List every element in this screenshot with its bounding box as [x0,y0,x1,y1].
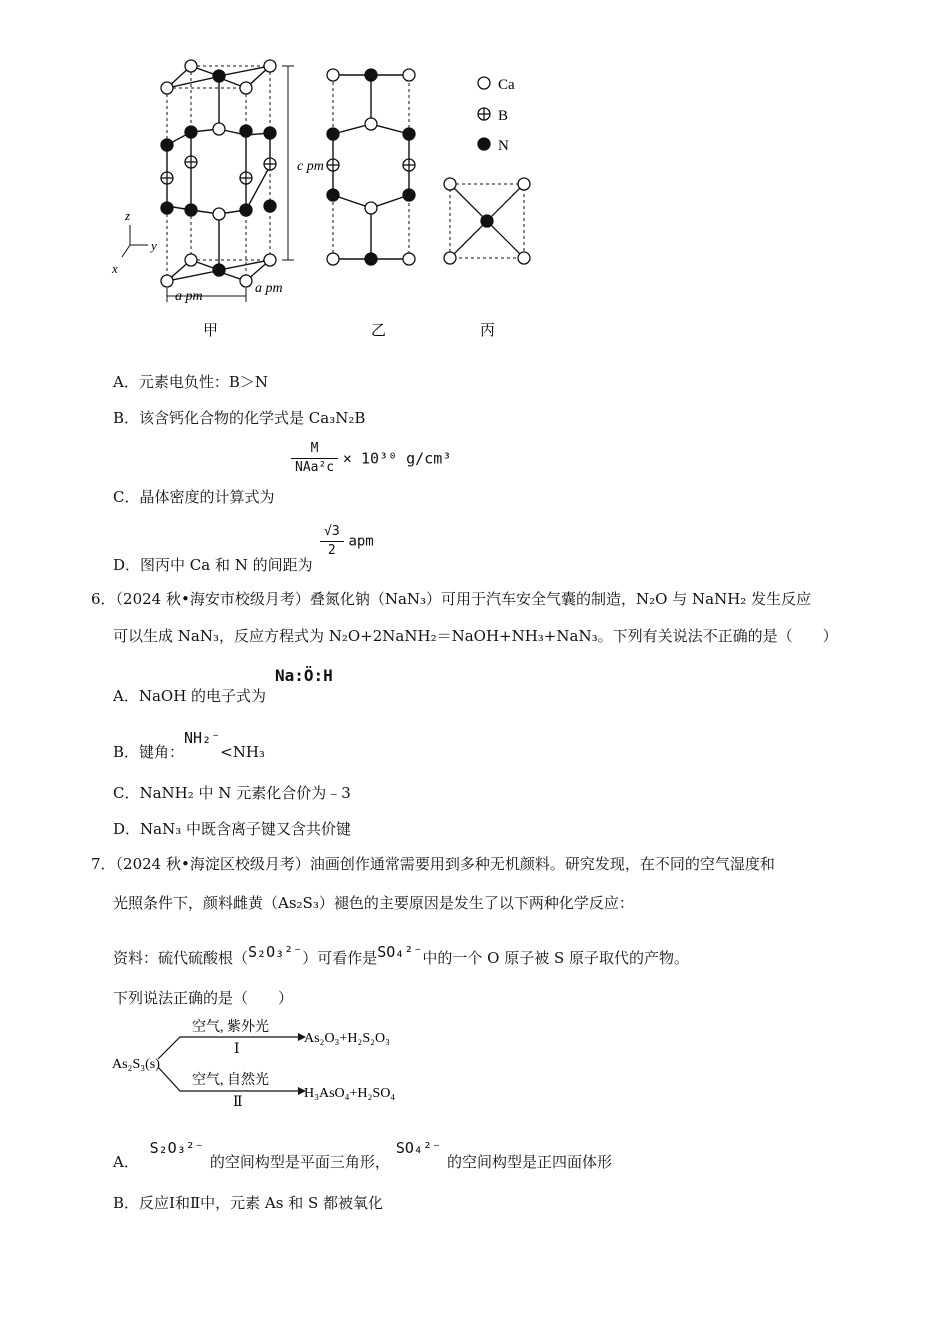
axis-x-label: x [112,261,118,276]
legend-ca: Ca [498,77,515,93]
q6-stem-line2: 可以生成 NaN₃，反应方程式为 N₂O+2NaNH₂＝NaOH+NH₃+NaN₃。下列有关说法不正确的是（ ） [113,627,838,645]
q5-d-tail: apm [348,533,374,550]
q6-stem-line1: 6．（2024 秋•海安市校级月考）叠氮化钠（NaN₃）可用于汽车安全气囊的制造，N₂O 与 NaNH₂ 发生反应 [91,590,812,608]
scheme-cond1: 空气, 紫外光 [192,1020,269,1035]
q5-option-d-formula [320,523,374,560]
scheme-prod2: H₃AsO₄+H₂SO₄ [304,1086,396,1101]
q7-reaction-scheme [108,1015,448,1110]
scheme-cond2: 空气, 自然光 [192,1073,269,1088]
legend-n: N [498,138,509,154]
q7-a-ion-so4: SO₄²⁻ [395,1139,441,1157]
scheme-reactant: As₂S₃(s) [112,1057,160,1072]
q5-c-denominator: NAa²c [295,460,335,475]
q5-d-denominator: 2 [327,543,336,558]
q7-stem-line1: 7．（2024 秋•海淀区校级月考）油画创作通常需要用到多种无机颜料。研究发现，在不同的空气湿度和 [91,855,775,873]
axis-y-label: y [151,238,157,253]
q6-option-a[interactable]: A．NaOH 的电子式为 [113,687,267,705]
q6-option-b[interactable] [113,729,265,762]
scheme-num1: Ⅰ [234,1042,240,1057]
q7-a-mid: 的空间构型是平面三角形， [209,1153,390,1171]
q7-info-post: 中的一个 O 原子被 S 原子取代的产物。 [422,949,690,967]
q6-option-c[interactable]: C．NaNH₂ 中 N 元素化合价为﹣3 [113,784,351,802]
q5-c-numerator: M [291,440,338,459]
q7-question: 下列说法正确的是（ ） [113,989,294,1007]
q7-option-b[interactable]: B．反应Ⅰ和Ⅱ中，元素 As 和 S 都被氧化 [113,1194,384,1212]
label-bing: 丙 [480,323,496,339]
q6-option-d[interactable]: D．NaN₃ 中既含离子键又含共价键 [113,820,352,838]
dim-c-label: c pm [297,159,324,174]
structure-yi [333,75,409,259]
q5-option-c-formula [291,440,451,477]
q6-b-ion: NH₂⁻ [184,729,221,747]
axis-z-label: z [125,208,131,223]
scheme-prod1: As₂O₃+H₂S₂O₃ [304,1031,390,1046]
q5-option-a[interactable]: A．元素电负性：B＞N [113,373,268,391]
q7-info [113,943,690,968]
q5-option-b-formula: Ca₃N₂B [308,409,366,427]
q7-info-ion-so4: SO₄²⁻ [377,943,423,961]
q6-a-electron-structure: Na:Ö:H [275,666,333,685]
q7-info-mid: ）可看作是 [302,949,378,967]
scheme-num2: Ⅱ [233,1095,243,1110]
q7-info-ion-s2o3: S₂O₃²⁻ [248,943,303,961]
q5-option-c[interactable]: C．晶体密度的计算式为 [113,488,275,506]
q7-info-pre: 资料：硫代硫酸根（ [113,949,249,967]
dim-a-label: a pm [175,289,203,304]
q7-stem-line2: 光照条件下，颜料雌黄（As₂S₃）褪色的主要原因是发生了以下两种化学反应： [113,894,634,912]
label-yi: 乙 [371,323,387,339]
q6-b-text: B．键角： [113,743,185,761]
q5-option-b[interactable] [113,408,365,428]
q7-a-ion-s2o3: S₂O₃²⁻ [149,1139,204,1157]
dim-a2-label: a pm [255,281,283,296]
q7-a-post: 的空间构型是正四面体形 [446,1153,612,1171]
q5-option-d[interactable]: D．图丙中 Ca 和 N 的间距为 [113,556,313,574]
q7-a-pre: A． [113,1153,139,1171]
legend [478,77,490,150]
q5-option-b-text: B．该含钙化合物的化学式是 [113,409,309,427]
q7-option-a[interactable] [113,1139,612,1172]
q5-d-numerator: √3 [320,523,344,542]
structure-bing [444,178,530,264]
crystal-structure-figure [0,0,560,345]
legend-b: B [498,108,509,124]
label-jia: 甲 [203,323,219,339]
q5-c-tail: × 10³⁰ g/cm³ [342,449,452,468]
q6-b-tail: <NH₃ [220,743,265,761]
structure-jia [122,66,294,302]
